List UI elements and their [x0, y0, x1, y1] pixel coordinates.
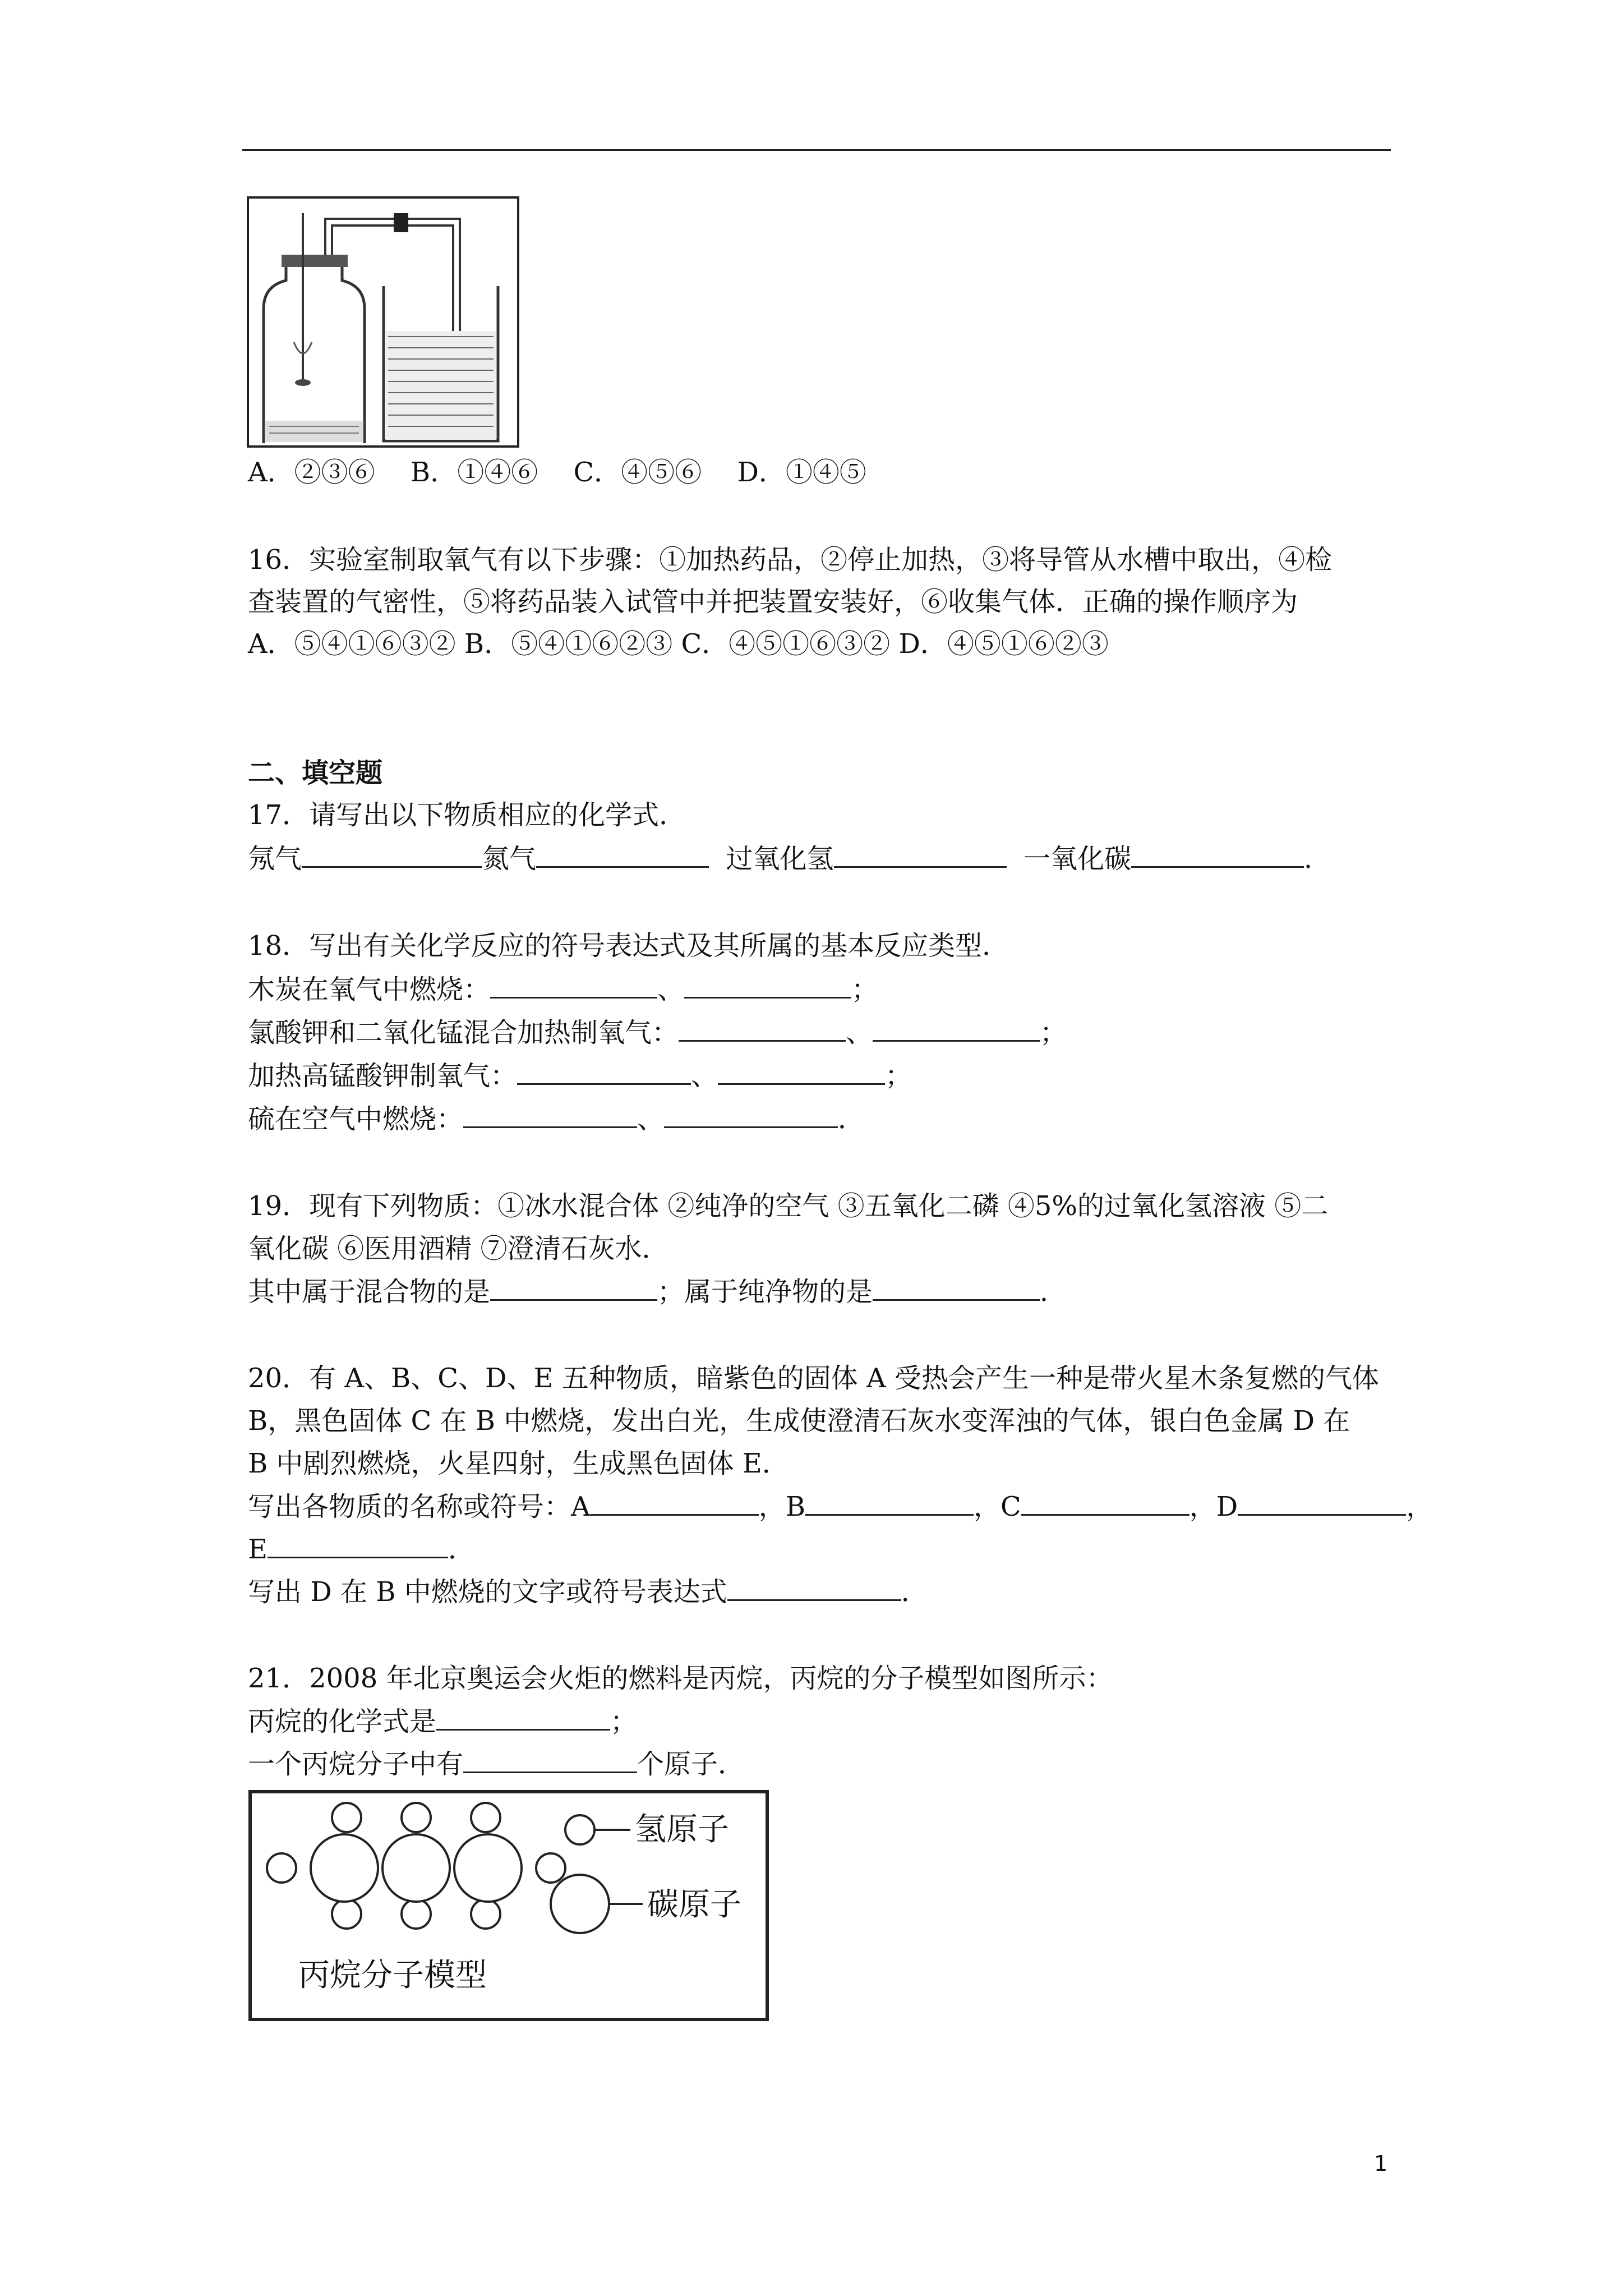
- model-caption: 丙烷分子模型: [298, 1957, 487, 1994]
- answer-blank[interactable]: [517, 1059, 691, 1085]
- q19-line3: 其中属于混合物的是 ；属于纯净物的是 ．: [248, 1274, 1067, 1309]
- q18-row: 木炭在氧气中燃烧： 、 ；: [248, 972, 878, 1006]
- propane-model-figure: [248, 1789, 769, 2022]
- apparatus-figure: [247, 196, 519, 448]
- q17-item: 过氧化氢: [726, 843, 834, 875]
- q20-line2: B，黑色固体 C 在 B 中燃烧，发出白光，生成使澄清石灰水变浑浊的气体，银白色金属 D 在: [248, 1405, 1350, 1437]
- answer-blank[interactable]: [463, 1102, 637, 1128]
- answer-blank[interactable]: [536, 841, 709, 868]
- q17-item: 一氧化碳: [1023, 843, 1132, 875]
- legend-hydrogen: 氢原子: [635, 1811, 729, 1848]
- answer-blank[interactable]: [1131, 841, 1304, 868]
- legend-carbon: 碳原子: [647, 1887, 741, 1923]
- q18-row: 氯酸钾和二氧化锰混合加热制氧气： 、 ；: [248, 1015, 1067, 1050]
- page-number: 1: [1374, 2151, 1388, 2176]
- answer-blank[interactable]: [727, 1575, 901, 1601]
- q19-line2: 氧化碳 ⑥医用酒精 ⑦澄清石灰水．: [248, 1233, 669, 1264]
- answer-blank[interactable]: [463, 1747, 637, 1773]
- answer-blank[interactable]: [490, 1274, 657, 1301]
- answer-blank[interactable]: [1238, 1489, 1406, 1516]
- header-rule: [242, 149, 1391, 151]
- q18-row: 加热高锰酸钾制氧气： 、 ；: [248, 1059, 912, 1093]
- q20-line1: 20．有 A、B、C、D、E 五种物质，暗紫色的固体 A 受热会产生一种是带火星木条复燃的气体: [248, 1363, 1379, 1394]
- q17-item: 氮气: [482, 843, 537, 875]
- q21-line3: 一个丙烷分子中有 个原子．: [248, 1747, 745, 1781]
- answer-blank[interactable]: [302, 841, 482, 868]
- q20-line3: B 中剧烈燃烧，火星四射，生成黑色固体 E．: [248, 1448, 789, 1479]
- q20-line6: 写出 D 在 B 中燃烧的文字或符号表达式 ．: [248, 1575, 928, 1609]
- answer-blank[interactable]: [268, 1532, 448, 1558]
- q21-line2: 丙烷的化学式是 ；: [248, 1704, 637, 1738]
- q18-row: 硫在空气中燃烧： 、 ．: [248, 1102, 865, 1136]
- answer-blank[interactable]: [436, 1704, 610, 1731]
- q16-line2: 查装置的气密性，⑤将药品装入试管中并把装置安装好，⑥收集气体．正确的操作顺序为: [248, 586, 1298, 618]
- q15-options: A．②③⑥ B．①④⑥ C．④⑤⑥ D．①④⑤: [248, 457, 866, 488]
- answer-blank[interactable]: [679, 1015, 846, 1042]
- answer-blank[interactable]: [591, 1489, 759, 1516]
- answer-blank[interactable]: [684, 972, 851, 999]
- answer-blank[interactable]: [873, 1274, 1040, 1301]
- answer-blank[interactable]: [805, 1489, 974, 1516]
- section-title: 二、填空题: [248, 757, 383, 789]
- answer-blank[interactable]: [834, 841, 1007, 868]
- answer-blank[interactable]: [873, 1015, 1040, 1042]
- answer-blank[interactable]: [718, 1059, 885, 1085]
- q17-answers: 氖气 氮气 过氧化氢 一氧化碳 ．: [248, 841, 1331, 876]
- q20-line5: E ．: [248, 1532, 475, 1566]
- q18-stem: 18．写出有关化学反应的符号表达式及其所属的基本反应类型．: [248, 930, 1009, 961]
- q21-line1: 21．2008 年北京奥运会火炬的燃料是丙烷，丙烷的分子模型如图所示：: [248, 1663, 1113, 1694]
- q17-stem: 17．请写出以下物质相应的化学式．: [248, 799, 686, 831]
- answer-blank[interactable]: [664, 1102, 838, 1128]
- q20-line4: 写出各物质的名称或符号：A ，B ，C ，D ，: [248, 1489, 1433, 1524]
- q16-line1: 16．实验室制取氧气有以下步骤：①加热药品，②停止加热，③将导管从水槽中取出，④检: [248, 544, 1332, 576]
- q17-item: 氖气: [248, 843, 302, 875]
- q16-options: A．⑤④①⑥③② B．⑤④①⑥②③ C．④⑤①⑥③② D．④⑤①⑥②③: [248, 628, 1109, 660]
- answer-blank[interactable]: [490, 972, 657, 999]
- answer-blank[interactable]: [1021, 1489, 1189, 1516]
- q19-line1: 19．现有下列物质：①冰水混合体 ②纯净的空气 ③五氧化二磷 ④5%的过氧化氢溶液 ⑤二: [248, 1190, 1329, 1222]
